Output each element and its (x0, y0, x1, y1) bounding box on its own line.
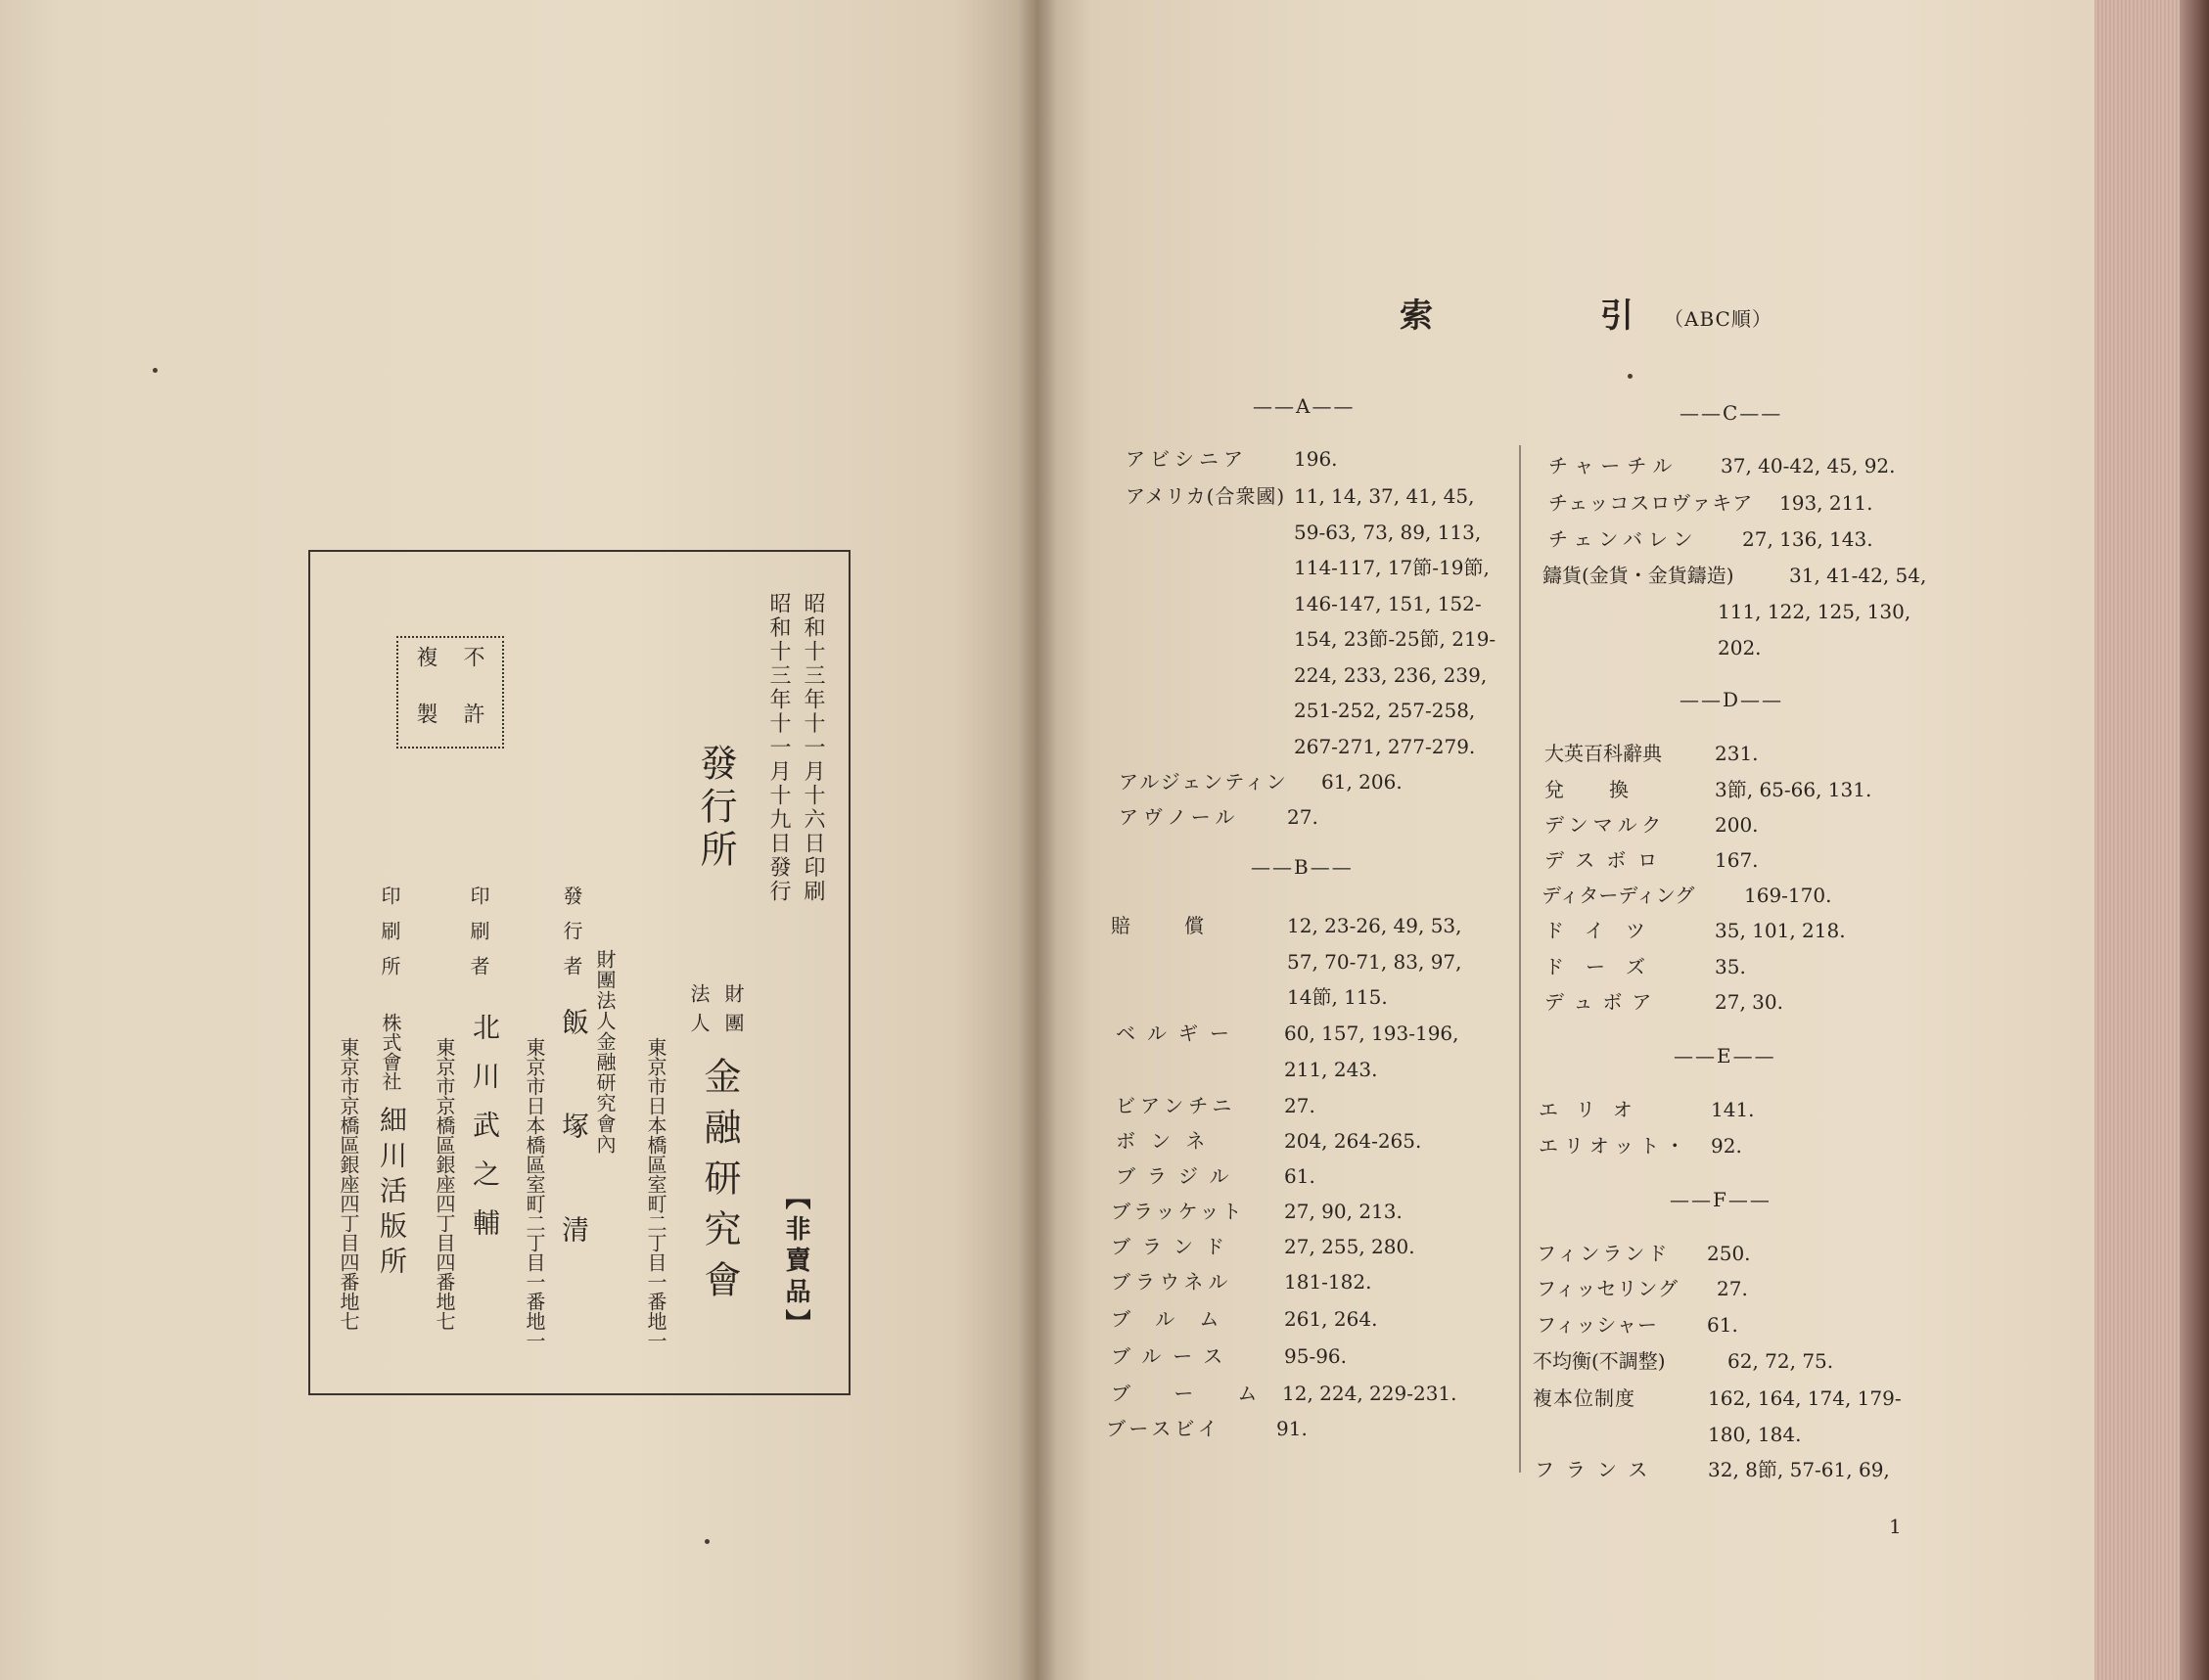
index-refs: 27, 30. (1715, 990, 1783, 1014)
index-refs: 27. (1287, 805, 1318, 829)
index-refs: 3節, 65-66, 131. (1715, 778, 1872, 801)
index-refs: 12, 224, 229-231. (1282, 1382, 1457, 1405)
index-term: 賠 償 (1111, 914, 1209, 937)
index-refs: 141. (1711, 1098, 1755, 1121)
index-title-b: 引 (1600, 296, 1634, 336)
index-term: ドーズ (1544, 955, 1667, 978)
index-term: フィッセリング (1537, 1277, 1679, 1300)
index-refs: 92. (1711, 1134, 1742, 1158)
printer-name: 北川武之輔 (469, 1013, 501, 1257)
index-term: デスボロ (1544, 848, 1670, 872)
index-term: チャーチル (1548, 454, 1680, 477)
index-term: ブルース (1111, 1344, 1235, 1368)
stamp-col-2: 複製 (413, 646, 437, 759)
index-refs-block: 60, 157, 193-196, 211, 243. (1284, 1022, 1459, 1081)
publisher-prefix-bottom: 法人 (687, 983, 711, 1042)
index-term: デンマルク (1544, 813, 1667, 837)
index-refs: 193, 211. (1779, 491, 1873, 515)
copyright-stamp (396, 636, 504, 759)
index-term: 複本位制度 (1533, 1386, 1635, 1410)
index-term: ビアンチニ (1116, 1094, 1237, 1117)
index-refs: 261, 264. (1284, 1307, 1378, 1331)
index-refs: 27. (1284, 1094, 1315, 1117)
index-refs: 61. (1284, 1164, 1315, 1188)
index-refs: 231. (1715, 742, 1759, 765)
printer-address: 東京市京橋區銀座四丁目四番地七 (433, 1037, 456, 1331)
index-refs: 62, 72, 75. (1727, 1349, 1834, 1373)
issuer-name: 飯塚清 (558, 1008, 590, 1319)
index-refs: 27, 255, 280. (1284, 1235, 1415, 1258)
index-refs: 35. (1715, 955, 1746, 978)
issuer-affiliation: 財團法人金融研究會內 (593, 949, 617, 1155)
section-header-d: ——D—— (1680, 688, 1784, 711)
index-refs: 31, 41-42, 54, (1789, 564, 1927, 587)
index-term: エリオ (1539, 1098, 1650, 1121)
index-refs: 91. (1276, 1417, 1308, 1440)
index-refs: 27, 136, 143. (1742, 527, 1873, 551)
issuer-address: 東京市日本橋區室町二丁目一番地一 (523, 1037, 546, 1350)
index-term: ディターディング (1542, 884, 1695, 907)
print-date: 昭和十三年十一月十六日印刷 (801, 592, 825, 904)
index-term: ボンネ (1116, 1129, 1221, 1153)
publisher-prefix-top: 財團 (721, 983, 745, 1042)
printshop-prefix: 株式會社 (379, 1013, 402, 1091)
page-number: 1 (1889, 1515, 1902, 1538)
index-term: フィッシャー (1537, 1313, 1658, 1337)
section-header-f: ——F—— (1670, 1188, 1772, 1211)
index-subtitle: （ABC順） (1664, 307, 1772, 331)
index-refs: 61, 206. (1321, 770, 1403, 794)
publisher-label: 發行所 (694, 744, 737, 873)
index-term: ブーム (1111, 1382, 1302, 1405)
index-refs: 61. (1707, 1313, 1738, 1337)
index-term: ブースビイ (1106, 1417, 1221, 1440)
index-term: 大英百科辭典 (1544, 742, 1662, 765)
section-header-b: ——B—— (1251, 855, 1354, 879)
index-term: アビシニア (1126, 447, 1248, 471)
index-refs-block: 12, 23-26, 49, 53, 57, 70-71, 83, 97, 14節, 115. (1287, 914, 1462, 1009)
index-refs: 167. (1715, 848, 1759, 872)
index-refs: 95-96. (1284, 1344, 1348, 1368)
index-term: ブルム (1111, 1307, 1245, 1331)
speck (1628, 374, 1633, 379)
index-refs-block: 162, 164, 174, 179- 180, 184. (1708, 1386, 1902, 1446)
index-refs: 27. (1717, 1277, 1748, 1300)
stamp-col-1: 不許 (460, 646, 484, 759)
index-term: 不均衡(不調整) (1533, 1349, 1666, 1373)
section-header-c: ——C—— (1680, 401, 1783, 425)
index-term: デュボア (1544, 990, 1662, 1014)
index-refs-block: 11, 14, 37, 41, 45, 59-63, 73, 89, 113, 114-117, 17節-19節, 146-147, 151, 152- 154, 23節-25節, 219- 224, 233, 236, 239, 251-252, 257-258, 267-271, 277-279. (1294, 484, 1496, 758)
index-term: ブラジル (1116, 1164, 1241, 1188)
issuer-label: 發行者 (560, 885, 583, 991)
section-header-e: ——E—— (1674, 1044, 1776, 1067)
index-term: 鑄貨(金貨・金貨鑄造) (1542, 564, 1734, 587)
publisher-name: 金融研究會 (698, 1057, 741, 1311)
printshop-label: 印刷所 (378, 885, 401, 991)
page-edges (2094, 0, 2209, 1680)
index-term: アメリカ(合衆國) (1126, 484, 1286, 508)
index-refs: 250. (1707, 1242, 1751, 1265)
not-for-sale: 【非賣品】 (781, 1184, 810, 1340)
printshop-name: 細川活版所 (376, 1106, 408, 1282)
index-term: ドイツ (1544, 919, 1667, 942)
index-term: アルジェンティン (1119, 770, 1288, 794)
index-term: ベルギー (1116, 1022, 1241, 1045)
speck (153, 368, 158, 373)
index-refs: 196. (1294, 447, 1338, 471)
index-term: ブランド (1111, 1235, 1236, 1258)
speck (705, 1539, 710, 1544)
section-header-a: ——A—— (1253, 394, 1356, 418)
index-refs: 32, 8節, 57-61, 69, (1708, 1458, 1890, 1481)
printer-label: 印刷者 (467, 885, 490, 991)
publisher-address: 東京市日本橋區室町二丁目一番地一 (644, 1037, 667, 1350)
issue-date: 昭和十三年十一月十九日發行 (766, 592, 791, 904)
index-term: フィンランド (1537, 1242, 1671, 1265)
index-refs: 35, 101, 218. (1715, 919, 1846, 942)
index-term: 兌 換 (1544, 778, 1631, 801)
index-title-a: 索 (1400, 296, 1439, 336)
index-term: エリオット・ (1539, 1134, 1691, 1158)
index-refs: 204, 264-265. (1284, 1129, 1422, 1153)
book-gutter (1018, 0, 1057, 1680)
index-refs: 200. (1715, 813, 1759, 837)
index-term: アヴノール (1119, 805, 1240, 829)
index-refs-block: 111, 122, 125, 130, 202. (1718, 600, 1911, 659)
index-term: フランス (1535, 1458, 1660, 1481)
index-term: チェンバレン (1548, 527, 1699, 551)
index-refs: 27, 90, 213. (1284, 1200, 1403, 1223)
index-term: ブラッケット (1111, 1200, 1245, 1223)
index-refs: 37, 40-42, 45, 92. (1721, 454, 1896, 477)
index-term: チェッコスロヴァキア (1548, 491, 1754, 515)
column-divider (1519, 445, 1521, 1473)
index-refs: 169-170. (1744, 884, 1832, 907)
index-refs: 181-182. (1284, 1270, 1372, 1294)
printshop-address: 東京市京橋區銀座四丁目四番地七 (337, 1037, 360, 1331)
index-term: ブラウネル (1111, 1270, 1233, 1294)
